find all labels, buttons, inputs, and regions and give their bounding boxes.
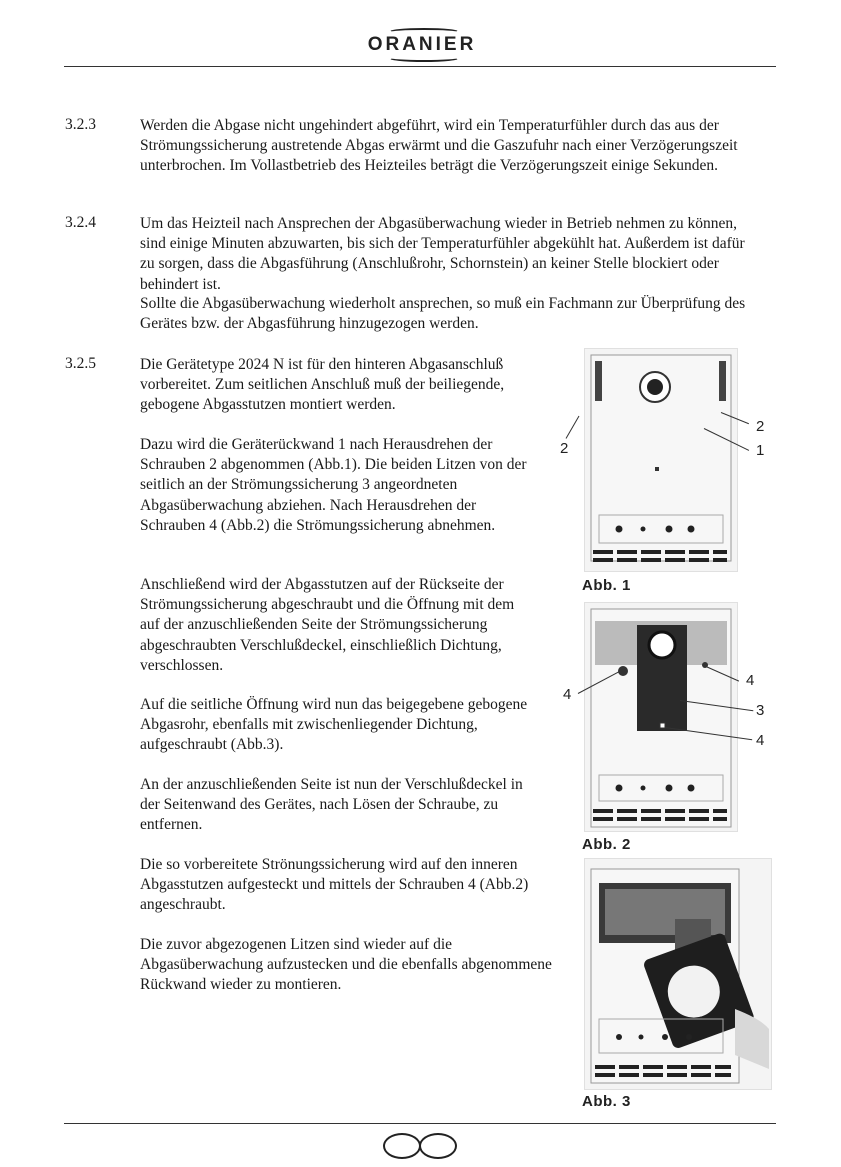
footer-rule <box>64 1123 776 1124</box>
callout-label: 4 <box>746 672 755 689</box>
brand-name: ORANIER <box>367 34 477 55</box>
leader-line <box>566 416 580 439</box>
section-paragraph: Um das Heizteil nach Ansprechen der Abgasüberwachung wieder in Betrieb nehmen zu können, sind einige Minuten abzuwarten, bis sich der Temperaturfühler abgekühlt hat. Außerdem ist dafür zu sorgen, dass die Abgasführung (Anschlußrohr, Schornstein) an keiner Stelle blockiert oder behindert ist. <box>140 215 745 293</box>
brand-logo <box>352 28 492 62</box>
language-mark <box>383 1133 457 1164</box>
figure-3-image <box>584 858 772 1090</box>
section-number: 3.2.3 <box>65 116 96 133</box>
appliance-open-drawing <box>585 603 737 831</box>
callout-label: 3 <box>756 702 765 719</box>
section-paragraph: Dazu wird die Geräterückwand 1 nach Herausdrehen der Schrauben 2 abgenommen (Abb.1). Die beiden Litzen von der seitlich an der Strömungssicherung 3 angeordneten Abgasüberwachung abziehen. Nach Herausdrehen der Schrauben 4 (Abb.2) die Strömungssicherung abnehmen. <box>140 436 527 534</box>
section-paragraph: Auf die seitliche Öffnung wird nun das beigegebene gebogene Abgasrohr, ebenfalls mit zwischenliegender Dichtung, aufgeschraubt (Abb.3). <box>140 696 528 754</box>
oval-shape <box>419 1133 457 1159</box>
section-paragraph: Sollte die Abgasüberwachung wiederholt ansprechen, so muß ein Fachmann zur Überprüfung des Gerätes bzw. der Abgasführung hinzugezogen werden. <box>140 295 746 333</box>
header-rule <box>64 66 776 67</box>
section-number: 3.2.4 <box>65 214 96 231</box>
figure-2-image <box>584 602 738 832</box>
logo-arc-bottom <box>388 54 460 62</box>
appliance-back-drawing <box>585 349 737 571</box>
figure-caption: Abb. 2 <box>582 836 631 853</box>
section-paragraph: Die Gerätetype 2024 N ist für den hinteren Abgasanschluß vorbereitet. Zum seitlichen Anschluß muß der beiliegende, gebogene Abgasstutzen montiert werden. <box>140 356 505 414</box>
oval-shape <box>383 1133 421 1159</box>
figure-caption: Abb. 1 <box>582 577 631 594</box>
section-number: 3.2.5 <box>65 355 96 372</box>
section-paragraph: Die zuvor abgezogenen Litzen sind wieder auf die Abgasüberwachung aufzustecken und die ebenfalls abgenommene Rückwand wieder zu montieren. <box>140 936 552 994</box>
figure-1-image <box>584 348 738 572</box>
figure-caption: Abb. 3 <box>582 1093 631 1110</box>
callout-label: 1 <box>756 442 765 459</box>
section-paragraph: An der anzuschließenden Seite ist nun der Verschlußdeckel in der Seitenwand des Gerätes, nach Lösen der Schraube, zu entfernen. <box>140 776 523 834</box>
callout-label: 2 <box>756 418 765 435</box>
section-paragraph: Werden die Abgase nicht ungehindert abgeführt, wird ein Temperaturfühler durch das aus der Strömungssicherung austretende Abgas erwärmt und die Gaszufuhr nach einer Verzögerungszeit unterbrochen. Im Vollastbetrieb des Heizteiles beträgt die Verzögerungszeit einige Sekunden. <box>140 117 738 175</box>
callout-label: 4 <box>756 732 765 749</box>
section-paragraph: Die so vorbereitete Strönungssicherung wird auf den inneren Abgasstutzen aufgesteckt und mittels der Schrauben 4 (Abb.2) angeschraubt. <box>140 856 529 914</box>
appliance-assembly-photo <box>585 859 771 1089</box>
callout-label: 4 <box>563 686 572 703</box>
callout-label: 2 <box>560 440 569 457</box>
section-paragraph: Anschließend wird der Abgasstutzen auf der Rückseite der Strömungssicherung abgeschraubt und die Öffnung mit dem auf der anzuschließenden Seite der Strömungssicherung abgeschraubten Verschlußdeckel, einschließlich Dichtung, verschlossen. <box>140 576 515 674</box>
